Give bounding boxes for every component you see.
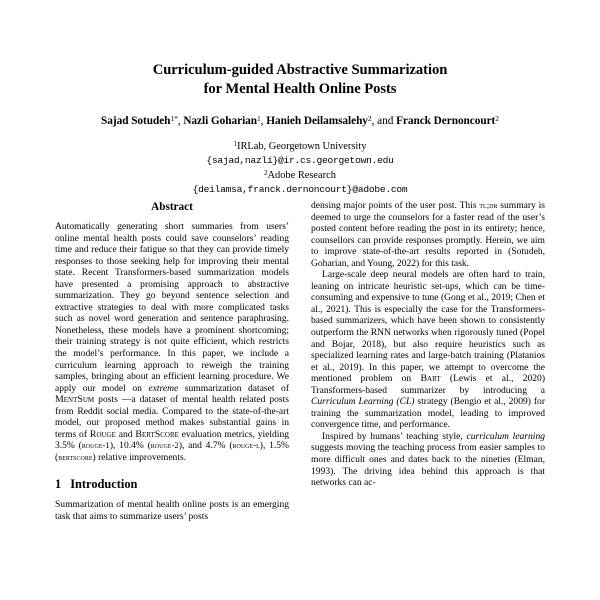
- author-separator-2: ,: [260, 115, 267, 127]
- right-p2-text-b: (Lewis et al., 2020) Transformers-based summarizer by introducing a: [311, 373, 545, 396]
- section-title: Introduction: [70, 477, 138, 492]
- title-line-1: Curriculum-guided Abstractive Summarization: [152, 62, 448, 78]
- right-p1-text-b: summary is deemed to urge the counselors for a faster read of the user’s posted content before reading the post in its entirety; hence, counsellors can provide responses promptly. Herein, we aim to improve state-of-the-art results reported in (Sotudeh, Goharian, and Young, 2022) for this task.: [311, 200, 545, 269]
- author-list: [55, 114, 545, 128]
- right-p1-smallcaps-tldr: tl;dr: [479, 200, 498, 210]
- title-line-2: for Mental Health Online Posts: [203, 81, 397, 97]
- abstract-text-d: and: [115, 428, 136, 440]
- abstract-smallcaps-rouge: Rouge: [89, 428, 116, 440]
- abstract-smallcaps-rouge-1: rouge-1: [81, 440, 110, 451]
- right-paragraph-1: [311, 200, 545, 269]
- right-p3-italic-curriculum-learning: curriculum learning: [466, 430, 545, 442]
- right-paragraph-3: [311, 431, 545, 489]
- affiliation-1-marker: 1: [233, 141, 238, 149]
- right-column: [311, 200, 545, 600]
- right-p2-text-a: Large-scale deep neural models are often hard to train, leaning on intricate heuristic set-ups, which can be time-consuming and expensive to tune (Gong et al., 2019; Chen et al., 2021). This is especially the case for the Transformers-based summarizers, which have been shown to consistently outperform the RNN networks when rigorously tuned (Popel and Bojar, 2018), but also require heuristics such as specialized learning rates and large-batch training (Platanios et al., 2019). In this paper, we attempt to overcome the mentioned problem on: [311, 269, 545, 385]
- right-p3-text-b: suggests moving the teaching process from easier samples to more difficult ones and dates back to the nineties (Elman, 1993). The driving idea behind this approach is that networks can ac-: [311, 442, 545, 489]
- body-columns: [55, 200, 545, 600]
- page-title: [55, 0, 545, 99]
- abstract-heading: Abstract: [151, 201, 193, 213]
- left-column: [55, 200, 289, 600]
- abstract-text-c: posts —a dataset of mental health related posts from Reddit social media. Compared to the state-of-the-art model, our proposed method makes substantial gains in terms of: [55, 394, 289, 440]
- right-p1-text-a: densing major points of the user post. This: [311, 200, 480, 211]
- abstract-text-e: evaluation metrics, yielding 3.5% (: [55, 428, 289, 452]
- right-p2-smallcaps-bart: Bart: [420, 373, 441, 385]
- abstract-text-h: ), 1.5% (: [55, 440, 289, 463]
- author-4-name: Franck Dernoncourt: [396, 115, 496, 127]
- right-p3-text-a: Inspired by humans’ teaching style,: [322, 430, 467, 442]
- abstract-smallcaps-mentsum: MentSum: [55, 394, 95, 406]
- abstract-text-i: ) relative improvements.: [92, 451, 187, 463]
- author-3-affiliation-marker: 2: [367, 113, 372, 123]
- right-p2-text-c: strategy (Bengio et al., 2009) for training the summarization model, leading to improved convergence time, and performance.: [311, 396, 545, 431]
- abstract-text-b: summarization dataset of: [178, 382, 289, 394]
- abstract-text-f: ), 10.4% (: [109, 440, 151, 452]
- author-separator-3: , and: [371, 115, 397, 127]
- right-p2-italic-curriculum-learning: Curriculum Learning (CL): [311, 396, 415, 408]
- abstract-smallcaps-bertscore: BertScore: [135, 428, 179, 440]
- abstract-smallcaps-bertscore-metric: bertscore: [58, 451, 93, 462]
- abstract-text-g: ), and 4.7% (: [178, 440, 233, 452]
- abstract-text-a: Automatically generating short summaries from users’ online mental health posts could save counselors’ reading time and reduce their fatigue so that they can provide timely responses to those seeking help for improving their mental state. Recent Transformers-based summarization models have presented a promising approach to abstractive summarization. They go beyond sentence selection and extractive strategies to deal with more complicated tasks such as novel word generation and sentence paraphrasing. Nonetheless, these models have a prominent shortcoming; their training strategy is not quite efficient, which restricts the model’s performance. In this paper, we include a curriculum learning approach to reweigh the training samples, bringing about an efficient learning procedure. We apply our model on: [55, 221, 289, 394]
- author-4-affiliation-marker: 2: [495, 113, 499, 123]
- section-number: 1: [55, 477, 62, 492]
- affiliation-2-marker: 2: [264, 169, 268, 177]
- author-2-affiliation-marker: 1: [257, 113, 261, 123]
- abstract-paragraph: [55, 221, 289, 463]
- affiliation-2-email: {deilamsa,franck.dernoncourt}@adobe.com: [192, 184, 408, 196]
- author-1-affiliation-marker: 1*: [170, 113, 178, 123]
- author-1-name: Sajad Sotudeh: [101, 115, 171, 127]
- author-2-name: Nazli Goharian: [183, 115, 257, 127]
- affiliation-1-label: IRLab, Georgetown University: [237, 141, 367, 152]
- introduction-paragraph-1: Summarization of mental health online posts is an emerging task that aims to summarize users’ posts: [55, 499, 289, 523]
- affiliation-1-email: {sajad,nazli}@ir.cs.georgetown.edu: [206, 155, 394, 167]
- affiliation-1: [55, 140, 545, 154]
- affiliation-2: [55, 169, 545, 183]
- abstract-italic-extreme: extreme: [148, 382, 179, 394]
- abstract-smallcaps-rouge-2: rouge-2: [150, 440, 179, 451]
- section-heading-introduction: [55, 476, 289, 492]
- right-paragraph-2: [311, 269, 545, 431]
- author-separator-1: ,: [177, 115, 184, 127]
- affiliation-block: [55, 140, 545, 198]
- affiliation-2-label: Adobe Research: [267, 169, 336, 181]
- abstract-smallcaps-rouge-l: rouge-l: [232, 440, 260, 451]
- author-3-name: Hanieh Deilamsalehy: [266, 115, 368, 127]
